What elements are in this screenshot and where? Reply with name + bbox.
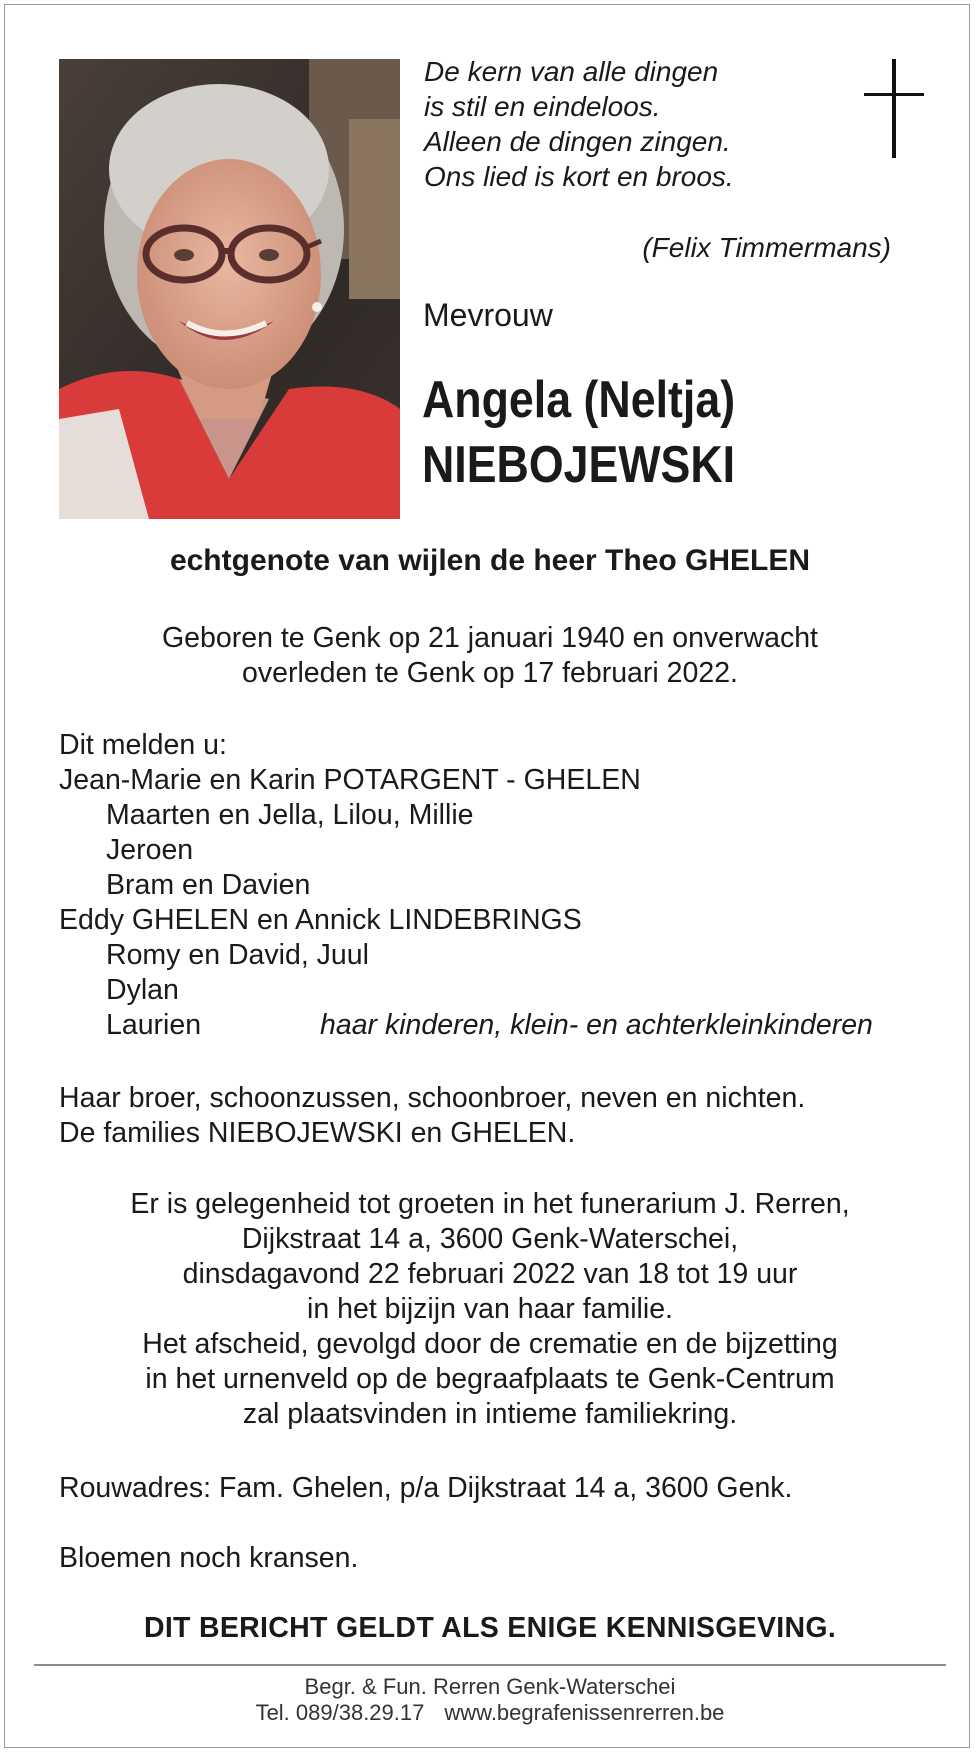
- visitation-line: Dijkstraat 14 a, 3600 Genk-Waterschei,: [241, 1223, 739, 1255]
- poem-line: De kern van alle dingen: [424, 56, 719, 87]
- deceased-first-name: Angela (Neltja): [422, 371, 736, 429]
- visitation-line: Er is gelegenheid tot groeten in het funerarium J. Rerren,: [130, 1188, 850, 1220]
- poem: [424, 54, 804, 194]
- visitation-line: zal plaatsvinden in intieme familiekring.: [242, 1398, 738, 1430]
- contact-line: [0, 1700, 980, 1726]
- visitation-info: [0, 1187, 980, 1432]
- family-member: Eddy GHELEN en Annick LINDEBRINGS: [59, 904, 582, 936]
- family-intro: Dit melden u:: [59, 729, 227, 761]
- family-member: Jean-Marie en Karin POTARGENT - GHELEN: [59, 764, 641, 796]
- poem-line: Ons lied is kort en broos.: [424, 161, 734, 192]
- birth-line: Geboren te Genk op 21 januari 1940 en onverwacht: [162, 622, 818, 654]
- deceased-name: [422, 368, 735, 498]
- official-notice: DIT BERICHT GELDT ALS ENIGE KENNISGEVING.: [143, 1612, 837, 1644]
- families-line: De families NIEBOJEWSKI en GHELEN.: [59, 1117, 576, 1149]
- mourning-address: Rouwadres: Fam. Ghelen, p/a Dijkstraat 14 a, 3600 Genk.: [59, 1472, 793, 1504]
- family-list: [59, 728, 929, 1043]
- visitation-line: dinsdagavond 22 februari 2022 van 18 tot 19 uur: [182, 1258, 798, 1290]
- cross-icon: [864, 59, 924, 159]
- poem-attribution: (Felix Timmermans): [642, 232, 891, 263]
- family-member-last: [59, 1008, 929, 1043]
- family-relation: haar kinderen, klein- en achterkleinkinderen: [320, 1009, 873, 1041]
- family-member-name: Laurien: [106, 1009, 202, 1041]
- death-line: overleden te Genk op 17 februari 2022.: [242, 657, 738, 689]
- family-member: Dylan: [106, 974, 179, 1006]
- other-relatives: [59, 1081, 805, 1151]
- visitation-line: Het afscheid, gevolgd door de crematie en de bijzetting: [142, 1328, 838, 1360]
- visitation-line: in het bijzijn van haar familie.: [307, 1293, 673, 1325]
- poem-line: Alleen de dingen zingen.: [424, 126, 731, 157]
- family-member: Jeroen: [106, 834, 194, 866]
- family-member: Maarten en Jella, Lilou, Millie: [106, 799, 474, 831]
- website-link[interactable]: www.begrafenissenrerren.be: [444, 1700, 725, 1725]
- portrait-photo: [59, 59, 400, 519]
- deceased-last-name: NIEBOJEWSKI: [422, 436, 736, 494]
- flowers-note: Bloemen noch kransen.: [59, 1542, 359, 1574]
- footer: [0, 1674, 980, 1726]
- family-member: Bram en Davien: [106, 869, 311, 901]
- visitation-line: in het urnenveld op de begraafplaats te Genk-Centrum: [145, 1363, 835, 1395]
- funeral-home-name: Begr. & Fun. Rerren Genk-Waterschei: [304, 1674, 676, 1699]
- family-member: Romy en David, Juul: [106, 939, 369, 971]
- spouse-line: echtgenote van wijlen de heer Theo GHELEN: [169, 544, 811, 577]
- birth-death-info: [0, 621, 980, 691]
- other-relatives-line: Haar broer, schoonzussen, schoonbroer, neven en nichten.: [59, 1082, 806, 1114]
- footer-divider: [34, 1664, 946, 1666]
- salutation: Mevrouw: [423, 297, 553, 333]
- phone-number: Tel. 089/38.29.17: [255, 1700, 425, 1725]
- poem-line: is stil en eindeloos.: [424, 91, 661, 122]
